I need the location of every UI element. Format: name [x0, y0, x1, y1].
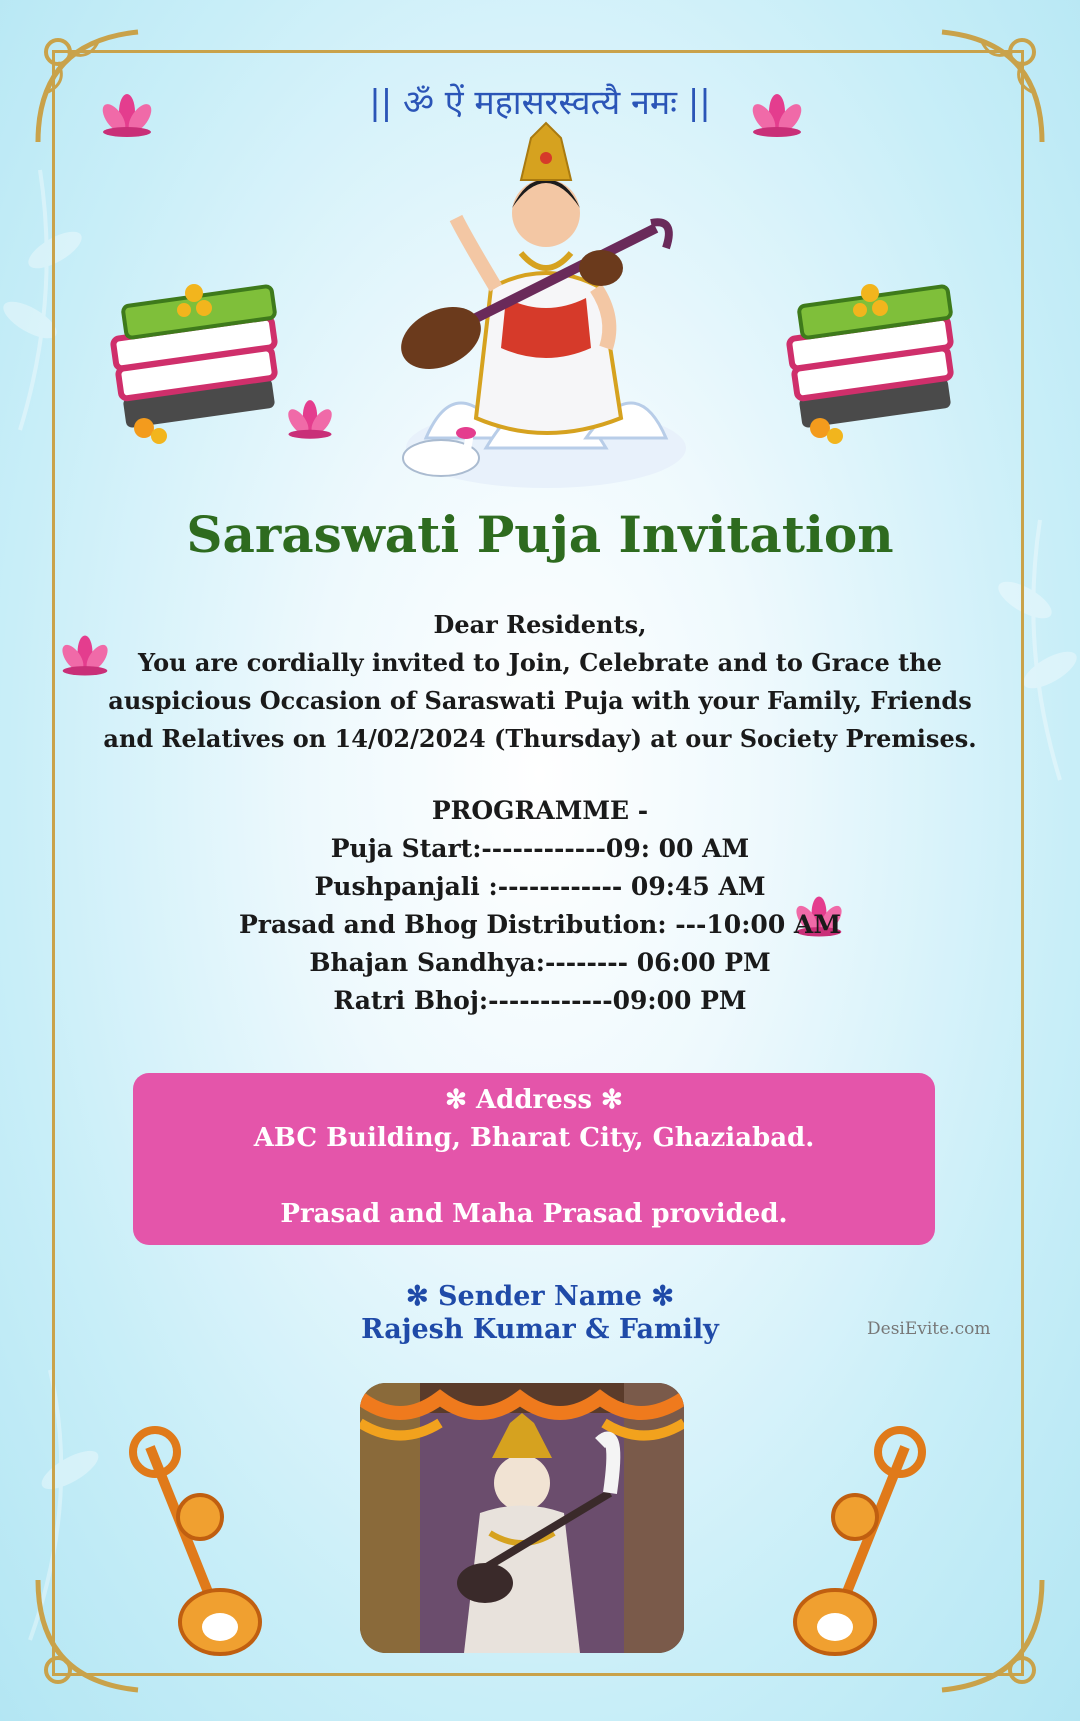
programme-item: Prasad and Bhog Distribution: ---10:00 AM — [238, 910, 841, 939]
programme-item: Bhajan Sandhya:-------- 06:00 PM — [309, 948, 771, 977]
books-icon — [780, 278, 970, 448]
goddess-illustration — [396, 118, 706, 498]
watermark: DesiEvite.com — [867, 1319, 991, 1339]
programme-item: Puja Start:------------09: 00 AM — [330, 834, 750, 863]
sender-heading: ✻ Sender Name ✻ — [406, 1281, 674, 1312]
veena-icon — [125, 1422, 265, 1662]
greeting-text: Dear Residents, — [433, 610, 647, 639]
lotus-icon — [98, 92, 156, 138]
message-line: auspicious Occasion of Saraswati Puja with your Family, Friends — [108, 686, 972, 715]
page-title: Saraswati Puja Invitation — [186, 505, 894, 564]
books-icon — [104, 278, 294, 448]
programme-item: Pushpanjali :------------ 09:45 AM — [314, 872, 766, 901]
frame-corner-ornament — [922, 1570, 1052, 1700]
address-box — [133, 1073, 935, 1245]
message-line: You are cordially invited to Join, Celebrate and to Grace the — [138, 648, 942, 677]
programme-schedule — [0, 792, 1080, 1020]
lotus-icon — [748, 92, 806, 138]
programme-heading: PROGRAMME - — [431, 796, 649, 825]
sender-name: Rajesh Kumar & Family — [361, 1314, 719, 1345]
mantra-heading: || ॐ ऐं महासरस्वत्यै नमः || — [369, 83, 711, 123]
address-line: ABC Building, Bharat City, Ghaziabad. — [253, 1123, 815, 1153]
prasad-note: Prasad and Maha Prasad provided. — [280, 1199, 788, 1229]
address-heading: ✻ Address ✻ — [445, 1085, 623, 1115]
programme-item: Ratri Bhoj:------------09:00 PM — [333, 986, 747, 1015]
idol-photo — [360, 1383, 684, 1653]
veena-icon — [790, 1422, 930, 1662]
invitation-message — [80, 606, 1000, 758]
message-line: and Relatives on 14/02/2024 (Thursday) at our Society Premises. — [103, 724, 977, 753]
